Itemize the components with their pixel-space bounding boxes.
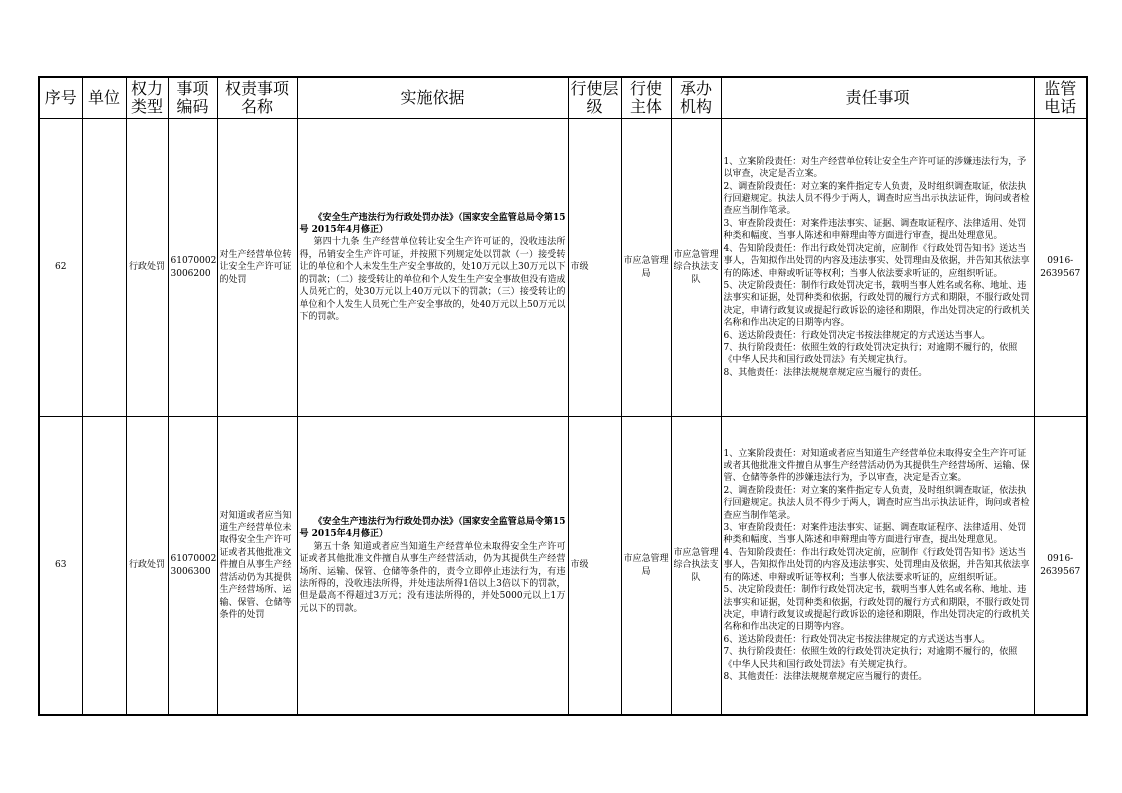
cell-seq: 62 [39,119,82,417]
table-row [39,417,1087,716]
responsibility-item: 3、审查阶段责任：对案件违法事实、证据、调查取证程序、法律适用、处罚种类和幅度、当事人陈述和申辩理由等方面进行审查，提出处理意见。 [723,523,1027,546]
basis-body: 第五十条 知道或者应当知道生产经营单位未取得安全生产许可证或者其他批准文件擅自从事生产经营活动，仍为其提供生产经营场所、运输、保管、仓储等条件的，责令立即停止违法行为，有违法所得的，没收违法所得，并处违法所得1倍以上3倍以下的罚款，但是最高不得超过3万元；没有违法所得的，并处5000元以上1万元以下的罚款。 [299,541,566,614]
header-agency: 承办机构 [671,77,721,119]
header-item-name: 权责事项名称 [217,77,297,119]
responsibility-item: 8、其他责任：法律法规规章规定应当履行的责任。 [723,367,928,378]
header-subject: 行使主体 [621,77,671,119]
cell-item-name: 对知道或者应当知道生产经营单位未取得安全生产许可证或者其他批准文件擅自从事生产经营活动仍为其提供生产经营场所、运输、保管、仓储等条件的处罚 [217,417,297,716]
cell-phone: 0916-2639567 [1034,417,1087,716]
responsibility-item: 4、告知阶段责任：作出行政处罚决定前，应制作《行政处罚告知书》送达当事人，告知拟作出处罚的内容及违法事实、处罚理由及依据，并告知其依法享有的陈述、申辩或听证等权利；当事人依法要求听证的，应组织听证。 [723,243,1030,279]
header-seq: 序号 [39,77,82,119]
responsibility-item: 1、立案阶段责任：对生产经营单位转让安全生产许可证的涉嫌违法行为，予以审查，决定是否立案。 [723,156,1027,180]
header-level: 行使层级 [568,77,621,119]
responsibility-item: 5、决定阶段责任：制作行政处罚决定书，载明当事人姓名或名称、地址、违法事实和证据，处罚种类和依据，行政处罚的履行方式和期限，不服行政处罚决定，申请行政复议或提起行政诉讼的途径和期限，作出处罚决定的行政机关名称和作出决定的日期等内容。 [723,585,1030,633]
responsibility-item: 7、执行阶段责任：依照生效的行政处罚决定执行；对逾期不履行的，依照《中华人民共和国行政处罚法》有关规定执行。 [723,647,1018,670]
header-item-code: 事项编码 [168,77,217,119]
cell-responsibility [721,417,1034,716]
basis-body: 第四十九条 生产经营单位转让安全生产许可证的，没收违法所得，吊销安全生产许可证，并按照下列规定处以罚款（一）接受转让的单位和个人未发生生产安全事故的，处10万元以上30万元以下的罚款；（二）接受转让的单位和个人发生生产安全事故但没有造成人员死亡的，处30万元以上40万元以下的罚款；（三）接受转让的单位和个人发生人员死亡生产安全事故的，处40万元以上50万元以下的罚款。 [299,237,566,322]
header-power-type: 权力类型 [126,77,168,119]
table-row [39,119,1087,417]
cell-item-code: 61070002 3006300 [168,417,217,716]
cell-basis [297,119,568,417]
cell-unit [82,417,126,716]
cell-power-type: 行政处罚 [126,417,168,716]
basis-title: 《安全生产违法行为行政处罚办法》（国家安全监管总局令第15号 2015年4月修正） [299,516,566,540]
responsibility-item: 4、告知阶段责任：作出行政处罚决定前，应制作《行政处罚告知书》送达当事人，告知拟作出处罚的内容及违法事实、处罚理由及依据，并告知其依法享有的陈述、申辩或听证等权利；当事人依法要求听证的，应组织听证。 [723,547,1030,583]
responsibility-item: 2、调查阶段责任：对立案的案件指定专人负责，及时组织调查取证，依法执行回避规定。执法人员不得少于两人，调查时应当出示执法证件，询问或者检查应当制作笔录。 [723,485,1030,521]
responsibility-item: 7、执行阶段责任：依照生效的行政处罚决定执行；对逾期不履行的，依照《中华人民共和国行政处罚法》有关规定执行。 [723,342,1018,366]
basis-title: 《安全生产违法行为行政处罚办法》（国家安全监管总局令第15号 2015年4月修正） [299,212,566,236]
responsibility-item: 6、送达阶段责任：行政处罚决定书按法律规定的方式送达当事人。 [723,330,991,341]
cell-responsibility [721,119,1034,417]
header-phone: 监管电话 [1034,77,1087,119]
responsibility-item: 6、送达阶段责任：行政处罚决定书按法律规定的方式送达当事人。 [723,634,991,645]
cell-item-name: 对生产经营单位转让安全生产许可证的处罚 [217,119,297,417]
cell-basis [297,417,568,716]
responsibility-item: 2、调查阶段责任：对立案的案件指定专人负责，及时组织调查取证，依法执行回避规定。执法人员不得少于两人，调查时应当出示执法证件，询问或者检查应当制作笔录。 [723,181,1030,217]
cell-phone: 0916-2639567 [1034,119,1087,417]
responsibility-item: 5、决定阶段责任：制作行政处罚决定书，载明当事人姓名或名称、地址、违法事实和证据，处罚种类和依据，行政处罚的履行方式和期限，不服行政处罚决定，申请行政复议或提起行政诉讼的途径和期限，作出处罚决定的行政机关名称和作出决定的日期等内容。 [723,280,1030,329]
cell-unit [82,119,126,417]
header-basis: 实施依据 [297,77,568,119]
responsibility-item: 3、审查阶段责任：对案件违法事实、证据、调查取证程序、法律适用、处罚种类和幅度、当事人陈述和申辩理由等方面进行审查，提出处理意见。 [723,218,1027,242]
cell-item-code: 61070002 3006200 [168,119,217,417]
header-responsibility: 责任事项 [721,77,1034,119]
cell-agency: 市应急管理综合执法支队 [671,119,721,417]
responsibility-item: 8、其他责任：法律法规规章规定应当履行的责任。 [723,671,928,682]
responsibility-table [38,76,1088,716]
cell-power-type: 行政处罚 [126,119,168,417]
cell-subject: 市应急管理局 [621,119,671,417]
header-unit: 单位 [82,77,126,119]
cell-agency: 市应急管理综合执法支队 [671,417,721,716]
cell-subject: 市应急管理局 [621,417,671,716]
responsibility-item: 1、立案阶段责任：对知道或者应当知道生产经营单位未取得安全生产许可证或者其他批准文件擅自从事生产经营活动仍为其提供生产经营场所、运输、保管、仓储等条件的涉嫌违法行为，予以审查，决定是否立案。 [723,448,1030,484]
header-row [39,77,1087,119]
cell-level: 市级 [568,119,621,417]
cell-seq: 63 [39,417,82,716]
cell-level: 市级 [568,417,621,716]
